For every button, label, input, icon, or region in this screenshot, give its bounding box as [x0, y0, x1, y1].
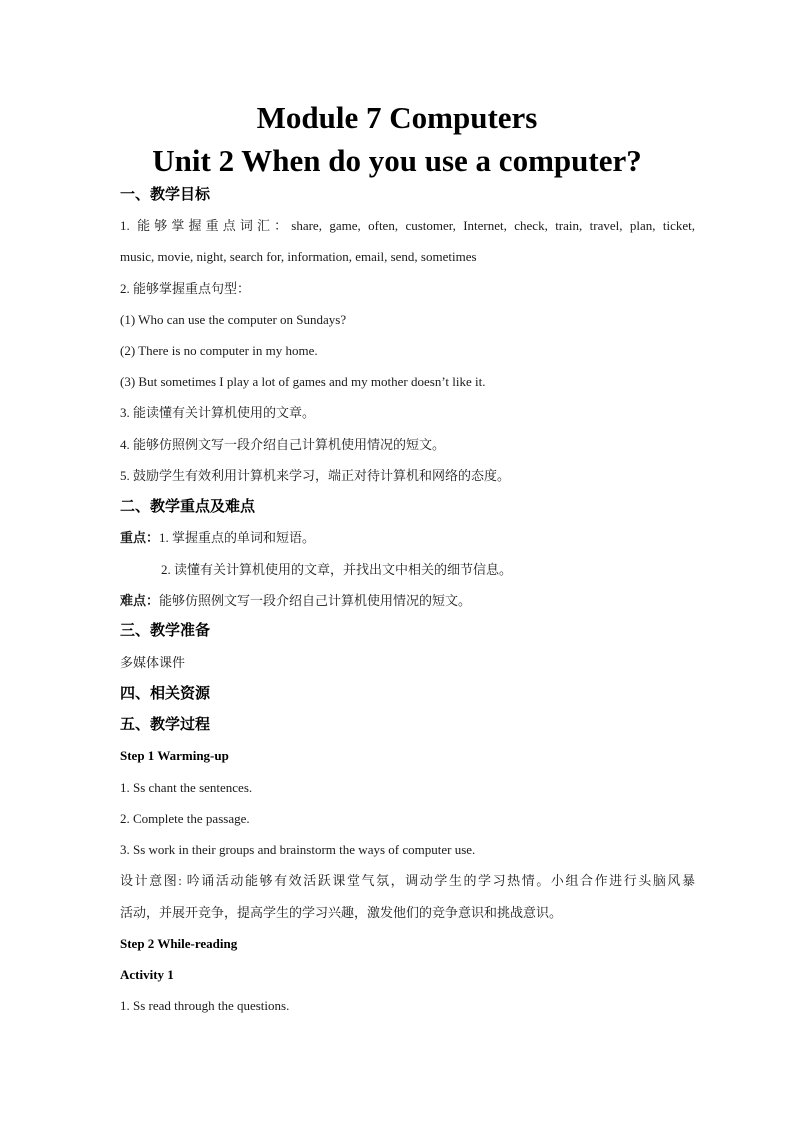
preparation-text: 多媒体课件 [120, 655, 186, 670]
objective-3: 3. 能读懂有关计算机使用的文章。 [120, 405, 316, 420]
section-heading-key-points: 二、教学重点及难点 [120, 499, 256, 515]
sentence-1: (1) Who can use the computer on Sundays? [120, 312, 347, 327]
objective-4: 4. 能够仿照例文写一段介绍自己计算机使用情况的短文。 [120, 437, 446, 452]
key-point-2: 2. 读懂有关计算机使用的文章，并找出文中相关的细节信息。 [161, 562, 513, 577]
title-unit: Unit 2 When do you use a computer? [152, 143, 642, 178]
section-heading-preparation: 三、教学准备 [120, 623, 211, 639]
step-1-item-3: 3. Ss work in their groups and brainstorm the ways of computer use. [120, 842, 476, 857]
difficult-points-label: 难点： [120, 593, 160, 608]
objective-2: 2. 能够掌握重点句型： [120, 281, 251, 296]
key-point-1: 1. 掌握重点的单词和短语。 [159, 530, 316, 545]
section-heading-resources: 四、相关资源 [120, 686, 211, 702]
sentence-2: (2) There is no computer in my home. [120, 343, 318, 358]
difficult-points-row [120, 592, 695, 610]
difficult-point: 能够仿照例文写一段介绍自己计算机使用情况的短文。 [159, 593, 472, 608]
objective-1-line-1: 1. 能够掌握重点词汇：share, game, often, customer, Internet, check, train, travel, plan, ticket, [120, 218, 695, 233]
objective-5: 5. 鼓励学生有效利用计算机来学习，端正对待计算机和网络的态度。 [120, 468, 511, 483]
key-points-label: 重点： [120, 530, 160, 545]
objective-1-line-2: music, movie, night, search for, information, email, send, sometimes [120, 249, 477, 264]
step-1-heading: Step 1 Warming-up [120, 748, 229, 763]
section-heading-process: 五、教学过程 [120, 717, 211, 733]
title-module: Module 7 Computers [256, 100, 538, 135]
activity-1-item-1: 1. Ss read through the questions. [120, 998, 290, 1013]
key-points-row [120, 529, 695, 547]
design-intent-line-1: 设计意图: 吟诵活动能够有效活跃课堂气氛，调动学生的学习热情。小组合作进行头脑风暴 [120, 873, 695, 888]
activity-1-heading: Activity 1 [120, 967, 174, 982]
sentence-3: (3) But sometimes I play a lot of games and my mother doesn’t like it. [120, 374, 486, 389]
design-intent-line-2: 活动，并展开竞争，提高学生的学习兴趣，激发他们的竞争意识和挑战意识。 [120, 905, 563, 920]
step-1-item-1: 1. Ss chant the sentences. [120, 780, 253, 795]
step-1-item-2: 2. Complete the passage. [120, 811, 250, 826]
step-2-heading: Step 2 While-reading [120, 936, 238, 951]
section-heading-objectives: 一、教学目标 [120, 187, 211, 203]
